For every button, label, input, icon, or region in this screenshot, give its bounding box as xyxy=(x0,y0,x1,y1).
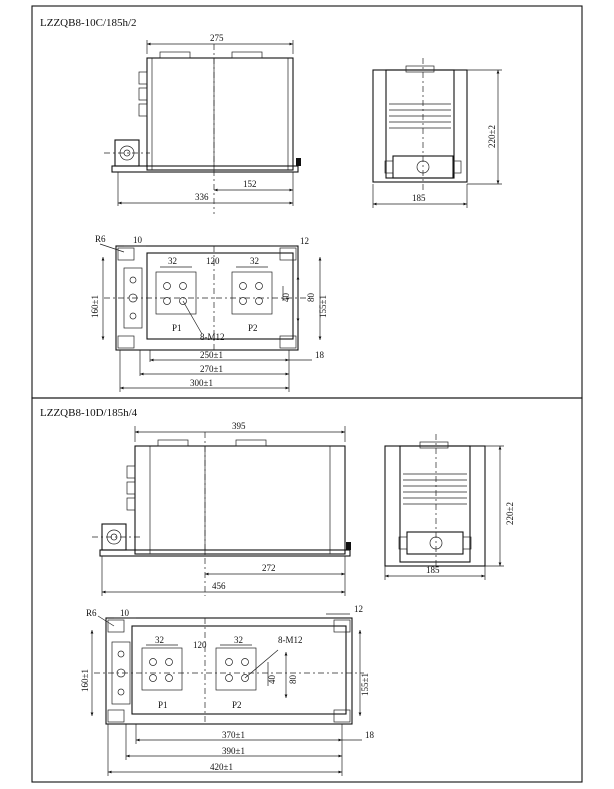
panel-2-plan-height-right: 155±1 xyxy=(360,673,370,696)
panel-2-plan-hole-v: 40 xyxy=(267,675,277,684)
panel-1-front-view xyxy=(104,33,301,214)
panel-2-plan-dim-c: 420±1 xyxy=(210,762,233,772)
panel-2-plan-radius: R6 xyxy=(86,608,97,618)
panel-2-title: LZZQB8-10D/185h/4 xyxy=(40,407,138,419)
panel-2-plan-terminal-w2: 32 xyxy=(234,635,243,645)
panel-1-plan-dim-a: 250±1 xyxy=(200,350,223,360)
panel-2-plan-terminal-w1: 32 xyxy=(155,635,164,645)
panel-1-plan-height-left: 160±1 xyxy=(90,295,100,318)
panel-1-plan-terminal-w2: 32 xyxy=(250,256,259,266)
panel-1-plan-terminal-2: P2 xyxy=(248,323,258,333)
panel-1-plan-terminal-w1: 32 xyxy=(168,256,177,266)
panel-2-side-base: 185 xyxy=(426,565,440,575)
panel-2-plan-view xyxy=(80,604,375,776)
panel-1-plan-dim-c: 300±1 xyxy=(190,378,213,388)
panel-1-front-width: 275 xyxy=(210,33,224,43)
panel-1-plan-edge: 12 xyxy=(300,236,309,246)
panel-1-side-base: 185 xyxy=(412,193,426,203)
panel-1-plan-radius: R6 xyxy=(95,234,106,244)
panel-2-plan-dim-b: 390±1 xyxy=(222,746,245,756)
panel-2-plan-terminal-1: P1 xyxy=(158,700,168,710)
panel-1-plan-view xyxy=(90,234,328,392)
panel-1-plan-height-right: 155±1 xyxy=(318,295,328,318)
panel-1-plan-terminal-1: P1 xyxy=(172,323,182,333)
panel-2-plan-terminal-2: P2 xyxy=(232,700,242,710)
panel-1-plan-slot: 10 xyxy=(133,235,142,245)
panel-1-side-view xyxy=(373,58,502,208)
panel-2-plan-terminal-pitch: 120 xyxy=(193,640,207,650)
panel-2-front-view xyxy=(92,421,351,596)
panel-2-front-mount: 272 xyxy=(262,563,276,573)
panel-2-plan-height-left: 160±1 xyxy=(80,669,90,692)
panel-1-border xyxy=(32,6,582,398)
panel-2-plan-terminal-h: 80 xyxy=(288,675,298,684)
panel-2 xyxy=(32,398,582,782)
panel-2-plan-slot: 10 xyxy=(120,608,129,618)
panel-1 xyxy=(32,6,582,398)
panel-1-plan-dim-b: 270±1 xyxy=(200,364,223,374)
panel-2-front-width: 395 xyxy=(232,421,246,431)
panel-1-front-overall: 336 xyxy=(195,192,209,202)
panel-1-side-height: 220±2 xyxy=(487,125,497,148)
panel-2-plan-dim-a: 370±1 xyxy=(222,730,245,740)
panel-2-plan-edge: 12 xyxy=(354,604,363,614)
panel-1-plan-terminal-h: 80 xyxy=(306,293,316,302)
panel-2-plan-bolts: 8-M12 xyxy=(278,635,303,645)
panel-1-title: LZZQB8-10C/185h/2 xyxy=(40,17,137,29)
panel-2-front-overall: 456 xyxy=(212,581,226,591)
panel-1-front-mount: 152 xyxy=(243,179,257,189)
panel-1-plan-bolts: 8-M12 xyxy=(200,332,225,342)
panel-1-plan-terminal-pitch: 120 xyxy=(206,256,220,266)
panel-1-plan-edge-b: 18 xyxy=(315,350,324,360)
panel-2-side-height: 220±2 xyxy=(505,502,515,525)
panel-2-plan-edge-b: 18 xyxy=(365,730,374,740)
panel-2-side-view xyxy=(385,434,515,580)
panel-1-plan-hole-v: 40 xyxy=(281,293,291,302)
